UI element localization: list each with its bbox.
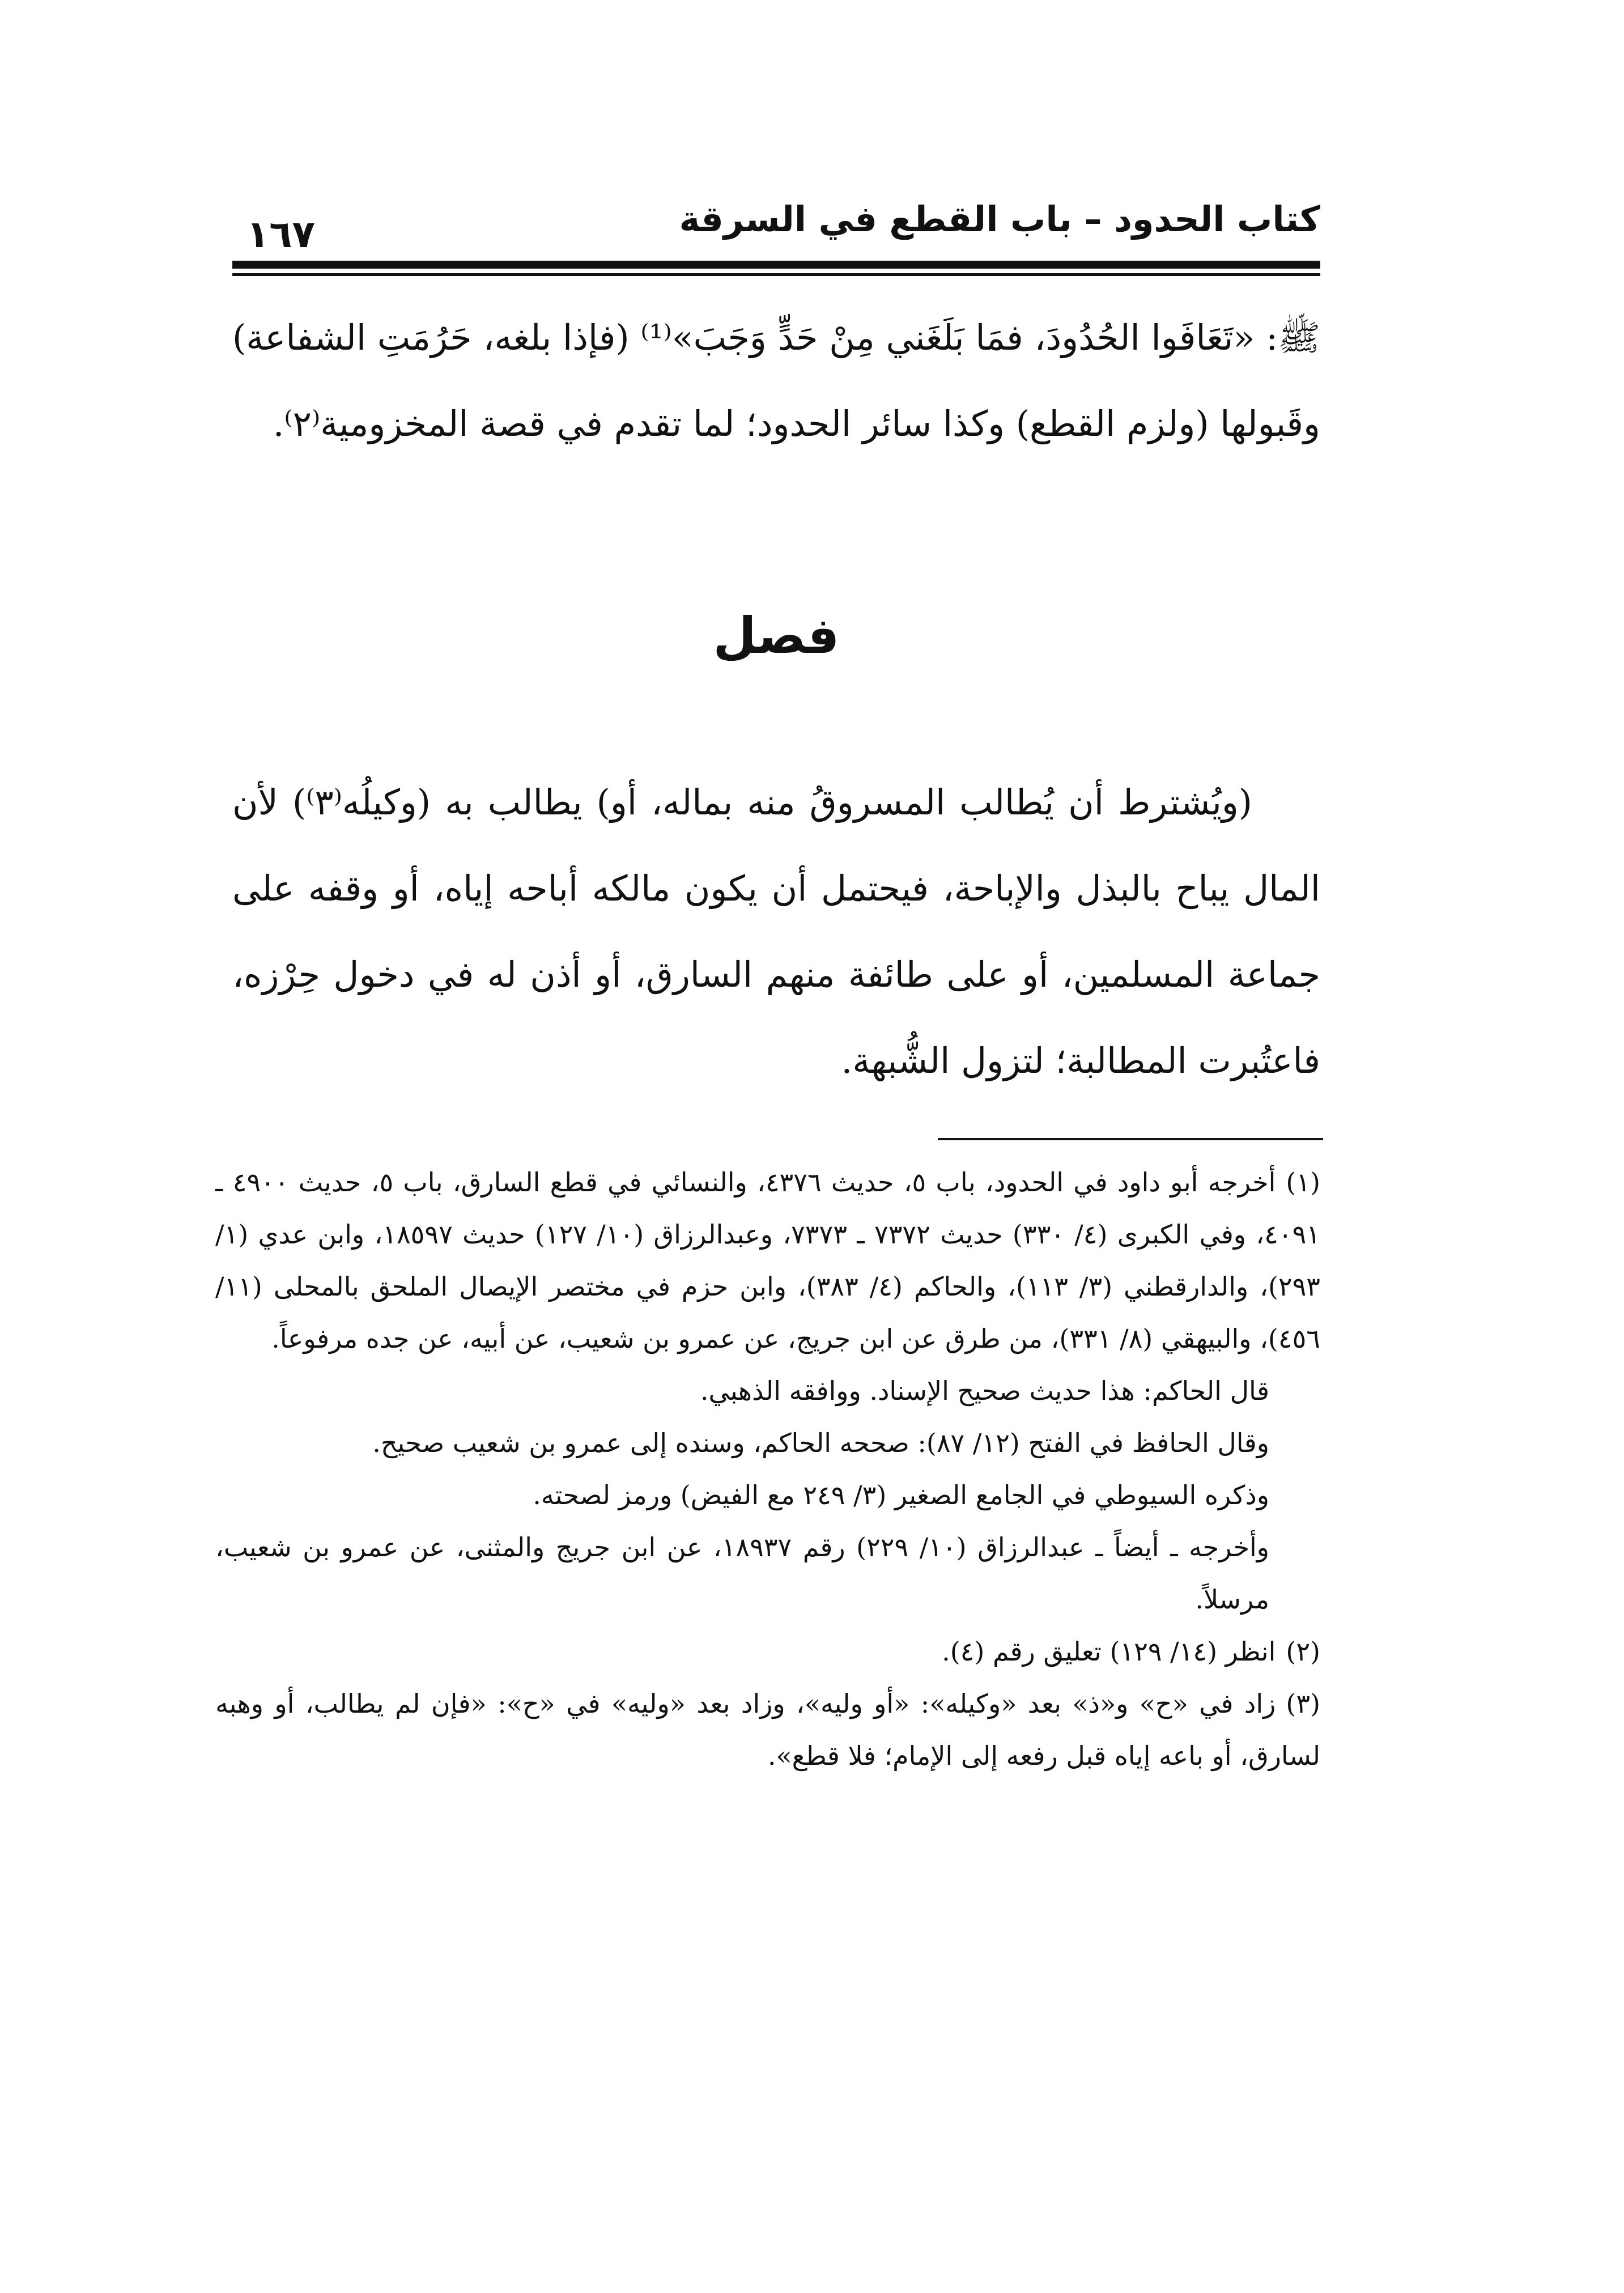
running-header [232,196,1320,258]
page-number: ١٦٧ [246,213,315,256]
footnote-1-continuation: قال الحاكم: هذا حديث صحيح الإسناد. ووافقه الذهبي. [700,1375,1269,1406]
footnote-3 [215,1678,1320,1782]
footnote-1 [215,1156,1320,1365]
footnote-number: (١) [1286,1167,1320,1198]
footnote-text: انظر (١٤/ ١٢٩) تعليق رقم (٤). [942,1636,1276,1667]
footnote-1-continuation: وذكره السيوطي في الجامع الصغير (٣/ ٢٤٩ مع الفيض) ورمز لصحته. [533,1480,1269,1510]
footnote-1-continuation: وقال الحافظ في الفتح (١٢/ ٨٧): صححه الحاكم، وسنده إلى عمرو بن شعيب صحيح. [372,1428,1269,1458]
header-rule-thin [232,273,1320,276]
footnote-number: (٢) [1286,1636,1320,1667]
header-rule-thick [232,261,1320,269]
footnote-text: زاد في «ح» و«ذ» بعد «وكيله»: «أو وليه»، وزاد بعد «وليه» في «ح»: «فإن لم يطالب، أو وهبه لسارق، أو باعه إياه قبل رفعه إلى الإمام؛ فلا قطع». [215,1688,1320,1771]
section-title: فصل [713,606,840,665]
body-paragraph-2-text: (ويُشترط أن يُطالب المسروقُ منه بماله، أو) يطالب به (وكيلُه⁽٣⁾) لأن المال يباح بالبذل والإباحة، فيحتمل أن يكون مالكه أباحه إياه، أو وقفه على جماعة المسلمين، أو على طائفة منهم السارق، أو أذن له في دخول حِرْزه، فاعتُبرت المطالبة؛ لتزول الشُّبهة. [232,782,1320,1081]
footnote-1-continuation: وأخرجه ـ أيضاً ـ عبدالرزاق (١٠/ ٢٢٩) رقم ١٨٩٣٧، عن ابن جريج والمثنى، عن عمرو بن شعيب، مرسلاً. [215,1532,1269,1615]
footnote-number: (٣) [1286,1688,1320,1719]
footnotes [215,1156,1320,1782]
header-title: كتاب الحدود – باب القطع في السرقة [679,198,1320,240]
body-paragraph-2 [232,759,1320,1104]
body-paragraph-1: ﷺ: «تَعَافَوا الحُدُودَ، فمَا بَلَغَني مِنْ حَدٍّ وَجَبَ»⁽¹⁾ (فإذا بلغه، حَرُمَتِ الشفاعة) وقَبولها (ولزم القطع) وكذا سائر الحدود؛ لما تقدم في قصة المخزومية⁽٢⁾. [232,317,1321,444]
footnote-2 [215,1625,1320,1678]
footnote-text: أخرجه أبو داود في الحدود، باب ٥، حديث ٤٣٧٦، والنسائي في قطع السارق، باب ٥، حديث ٤٩٠٠ ـ ٤٠٩١، وفي الكبرى (٤/ ٣٣٠) حديث ٧٣٧٢ ـ ٧٣٧٣، وعبدالرزاق (١٠/ ١٢٧) حديث ١٨٥٩٧، وابن عدي (١/ ٢٩٣)، والدارقطني (٣/ ١١٣)، والحاكم (٤/ ٣٨٣)، وابن حزم في مختصر الإيصال الملحق بالمحلى (١١/ ٤٥٦)، والبيهقي (٨/ ٣٣١)، من طرق عن ابن جريج، عن عمرو بن شعيب، عن أبيه، عن جده مرفوعاً. [215,1167,1321,1354]
footnote-separator [938,1138,1323,1140]
